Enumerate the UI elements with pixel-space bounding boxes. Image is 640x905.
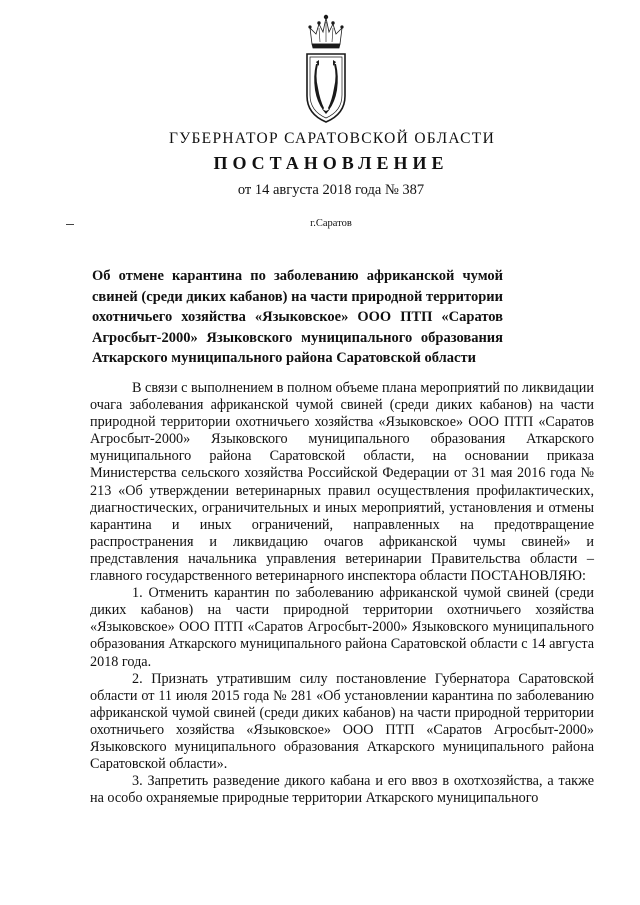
body-paragraph-item-1: 1. Отменить карантин по заболеванию африканской чумой свиней (среди диких кабанов) на части природной территории охотничьего хозяйства «Языковское» ООО ПТП «Саратов Агросбыт-2000» Языковского муниципального образования Аткарского муниципального района Саратовской области с 14 августа 2018 года. bbox=[90, 585, 594, 670]
issuing-authority: ГУБЕРНАТОР САРАТОВСКОЙ ОБЛАСТИ bbox=[168, 130, 496, 147]
body-paragraph-preamble: В связи с выполнением в полном объеме плана мероприятий по ликвидации очага заболевания африканской чумой свиней (среди диких кабанов) на части природной территории охотничьего хозяйства «Языковское» ООО ПТП «Саратов Агросбыт-2000» Языковского муниципального образования Аткарского муниципального района Саратовской области, на основании приказа Министерства сельского хозяйства Российской Федерации от 31 мая 2016 года № 213 «Об утверждении ветеринарных правил осуществления профилактических, диагностических, ограничительных и иных мероприятий, установления и отмены карантина и иных ограничений, направленных на предотвращение распространения и ликвидацию очагов африканской чумы свиней» и представления начальника управления ветеринарии Правительства области – главного государственного ветеринарного инспектора области ПОСТАНОВЛЯЮ: bbox=[90, 380, 594, 585]
document-date-number: от 14 августа 2018 года № 387 bbox=[237, 182, 425, 198]
document-body bbox=[90, 380, 594, 807]
coat-of-arms-icon bbox=[302, 14, 350, 124]
document-type-heading: ПОСТАНОВЛЕНИЕ bbox=[213, 153, 449, 173]
document-title: Об отмене карантина по заболеванию африканской чумой свиней (среди диких кабанов) на части природной территории охотничьего хозяйства «Языковское» ООО ПТП «Саратов Агросбыт-2000» Языковского муниципального образования Аткарского муниципального района Саратовской области bbox=[92, 268, 503, 366]
body-paragraph-item-3: 3. Запретить разведение дикого кабана и его ввоз в охотхозяйства, а также на особо охраняемые природные территории Аткарского муниципального bbox=[90, 773, 594, 807]
body-paragraph-item-2: 2. Признать утратившим силу постановление Губернатора Саратовской области от 11 июля 2015 года № 281 «Об установлении карантина по заболеванию африканской чумой свиней (среди диких кабанов) на части природной территории охотничьего хозяйства «Языковское» ООО ПТП «Саратов Агросбыт-2000» Языковского муниципального образования Аткарского муниципального района Саратовской области». bbox=[90, 670, 594, 773]
document-city: г.Саратов bbox=[310, 218, 352, 229]
